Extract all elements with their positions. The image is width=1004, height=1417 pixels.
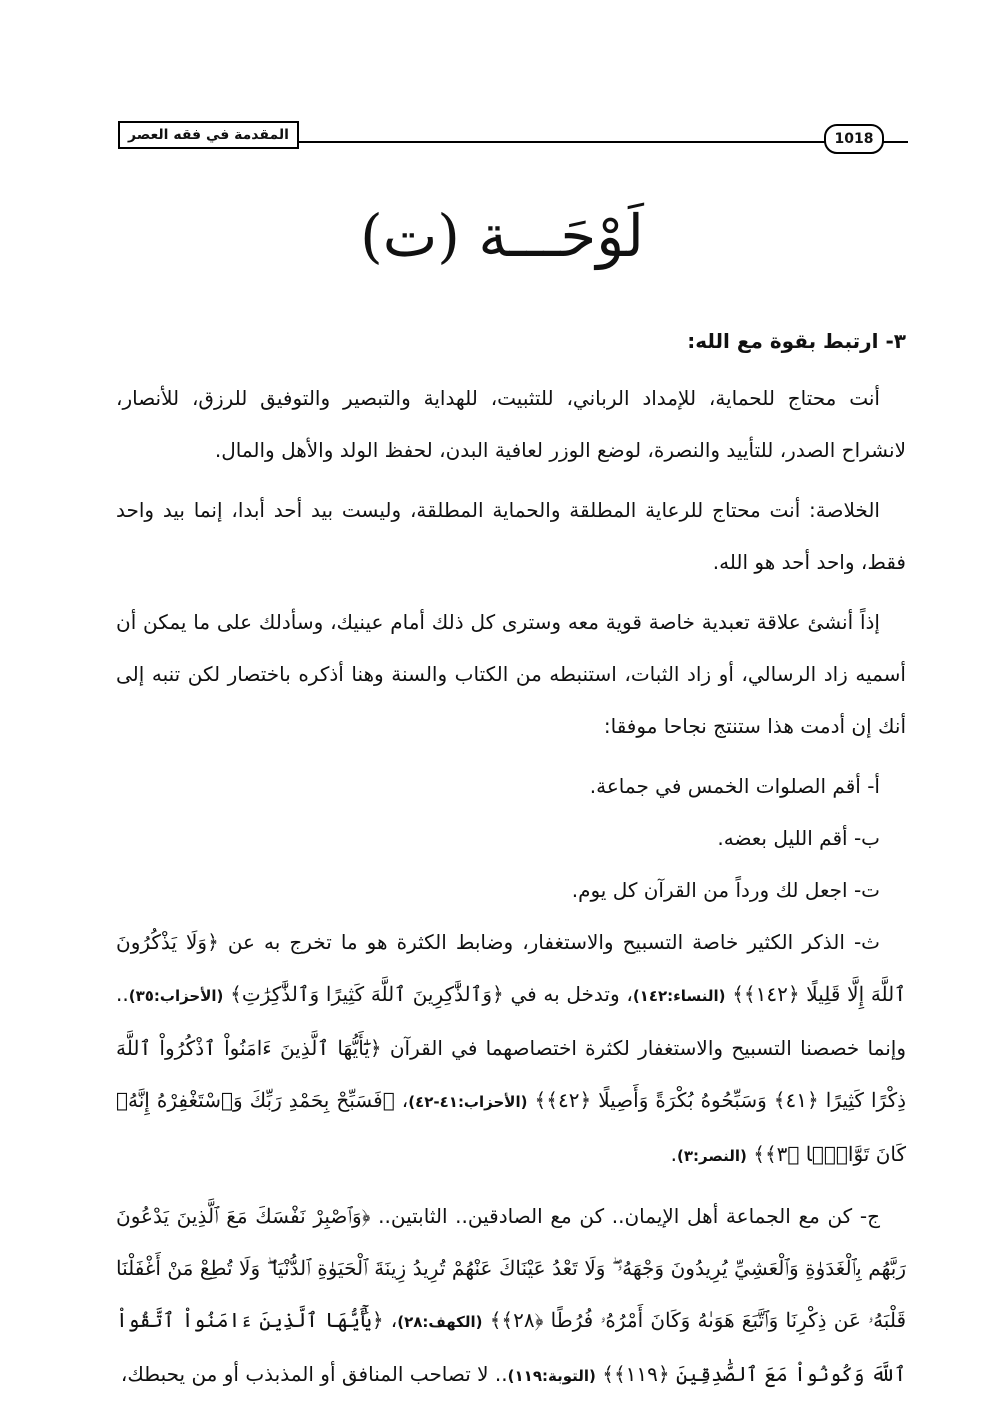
company-text-2: ،: [383, 1308, 398, 1332]
dhikr-text-3: .. وإنما خصصنا التسبيح والاستغفار لكثرة اختصاصهما في القرآن: [116, 982, 906, 1060]
list-item-quran-wird: ت- اجعل لك ورداً من القرآن كل يوم.: [571, 878, 880, 902]
paragraph-dhikr: [116, 916, 906, 1182]
plate-title: لَوْحَـــة (ت): [360, 202, 644, 270]
quran-verse-ahzab-35: ﴿وَٱلذَّٰكِرِينَ ٱللَّهَ كَثِيرًا وَٱلذَّٰكِرَٰتِ﴾: [230, 982, 504, 1006]
dhikr-text-5: .: [670, 1142, 677, 1166]
quran-verse-nasr: ﴿فَسَبِّحْ بِحَمْدِ رَبِّكَ وَٱسْتَغْفِرْهُ إِنَّهُۥ كَانَ تَوَّابًۢا ﴿٣﴾﴾: [116, 1088, 906, 1166]
list-item-prayers: أ- أقم الصلوات الخمس في جماعة.: [589, 774, 880, 798]
quran-verse-kahf: ﴿وَٱصْبِرْ نَفْسَكَ مَعَ ٱلَّذِينَ يَدْعُونَ رَبَّهُم بِٱلْغَدَوٰةِ وَٱلْعَشِيِّ يُرِيدُونَ وَجْهَهُۥ ۖ وَلَا تَعْدُ عَيْنَاكَ عَنْهُمْ تُرِيدُ زِينَةَ ٱلْحَيَوٰةِ ٱلدُّنْيَا ۖ وَلَا تُطِعْ مَنْ أَغْفَلْنَا قَلْبَهُۥ عَن ذِكْرِنَا وَٱتَّبَعَ هَوَىٰهُ وَكَانَ أَمْرُهُۥ فُرُطًا ﴿٢٨﴾﴾: [116, 1204, 907, 1332]
main-content: [116, 318, 906, 1410]
book-title: المقدمة في فقه العصر: [128, 127, 289, 143]
verse-ref-nisa: (النساء:١٤٢): [632, 987, 726, 1005]
company-text-1: ج- كن مع الجماعة أهل الإيمان.. كن مع الصادقين.. الثابتين..: [370, 1204, 880, 1228]
company-text-3: .. لا تصاحب المنافق أو المذبذب أو من يحبطك،: [120, 1362, 508, 1386]
verse-ref-nasr: (النصر:٣): [676, 1147, 747, 1165]
page-number: 1018: [834, 131, 874, 147]
verse-ref-kahf: (الكهف:٢٨): [397, 1313, 483, 1331]
section-heading: ٣- ارتبط بقوة مع الله:: [687, 329, 906, 353]
quran-verse-tawbah: ﴿يَٰٓأَيُّهَا ٱلَّذِينَ ءَامَنُواْ ٱتَّقُواْ ٱللَّهَ وَكُونُواْ مَعَ ٱلصَّٰدِقِينَ ﴿١١٩﴾﴾: [116, 1308, 906, 1386]
verse-ref-ahzab-35: (الأحزاب:٣٥): [128, 987, 224, 1005]
dhikr-text-1: ث- الذكر الكثير خاصة التسبيح والاستغفار، وضابط الكثرة هو ما تخرج به عن: [218, 930, 880, 954]
page-number-badge: [824, 124, 884, 154]
verse-ref-ahzab-41-42: (الأحزاب:٤١-٤٢): [408, 1093, 528, 1111]
quran-verse-ahzab-41-42: ﴿يَٰٓأَيُّهَا ٱلَّذِينَ ءَامَنُواْ ٱذْكُرُواْ ٱللَّهَ ذِكْرًا كَثِيرًا ﴿٤١﴾ وَسَبِّحُوهُ بُكْرَةً وَأَصِيلًا ﴿٤٢﴾﴾: [116, 1036, 907, 1112]
paragraph-company: [116, 1190, 906, 1402]
list-item-night-prayer: ب- أقم الليل بعضه.: [717, 826, 880, 850]
verse-ref-tawbah: (التوبة:١١٩): [507, 1367, 596, 1385]
quran-verse-nisa: ﴿وَلَا يَذْكُرُونَ ٱللَّهَ إِلَّا قَلِيلًا ﴿١٤٢﴾﴾: [116, 930, 906, 1006]
paragraph-summary: الخلاصة: أنت محتاج للرعاية المطلقة والحماية المطلقة، وليست بيد أحد أبدا، إنما بيد واحد فقط، واحد أحد هو الله.: [116, 498, 906, 574]
paragraph-relationship: إذاً أنشئ علاقة تعبدية خاصة قوية معه وسترى كل ذلك أمام عينيك، وسأدلك على ما يمكن أن أسميه زاد الرسالي، أو زاد الثبات، استنبطه من الكتاب والسنة وهنا أذكره باختصار لكن تنبه إلى أنك إن أدمت هذا ستنتج نجاحا موفقا:: [116, 610, 906, 738]
dhikr-text-4: ،: [394, 1088, 409, 1112]
dhikr-text-2: ، وتدخل به في: [503, 982, 633, 1006]
book-title-box: [118, 121, 299, 149]
paragraph-needs: أنت محتاج للحماية، للإمداد الرباني، للتثبيت، للهداية والتبصير والتوفيق للرزق، للأنصار، لانشراح الصدر، للتأييد والنصرة، لوضع الوزر لعافية البدن، لحفظ الولد والأهل والمال.: [116, 386, 906, 462]
